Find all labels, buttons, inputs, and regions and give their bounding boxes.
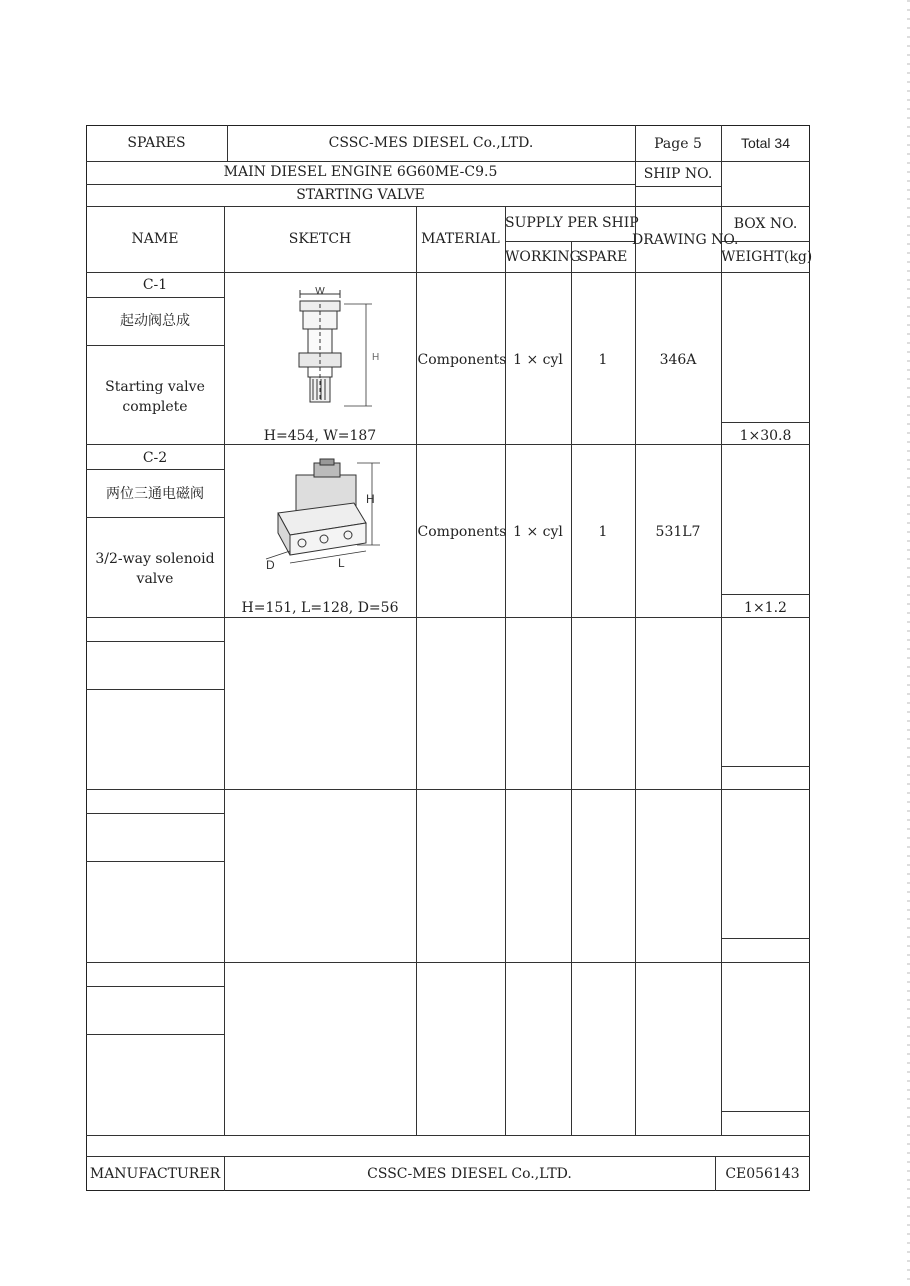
- rule: [86, 206, 810, 207]
- rule: [86, 345, 224, 346]
- rule: [86, 962, 810, 963]
- dim-h-label: H: [372, 352, 380, 363]
- page-number: Page 5: [654, 136, 702, 152]
- item-material: Components: [417, 524, 507, 540]
- rule: [721, 206, 722, 1135]
- ship-no-label: SHIP NO.: [643, 166, 713, 182]
- item-weight: 1×1.2: [744, 600, 787, 616]
- dim-h-label: H: [366, 492, 375, 506]
- rule: [86, 184, 635, 185]
- item-spare: 1: [598, 524, 608, 540]
- item-code: C-1: [142, 277, 168, 293]
- item-name-cn: 两位三通电磁阀: [106, 486, 204, 502]
- item-weight: 1×30.8: [739, 428, 792, 444]
- rule: [571, 241, 572, 1135]
- rule: [721, 766, 810, 767]
- manufacturer-name: CSSC-MES DIESEL Co.,LTD.: [367, 1166, 572, 1182]
- rule: [721, 1111, 810, 1112]
- col-sketch: SKETCH: [288, 231, 352, 247]
- rule: [505, 241, 635, 242]
- rule: [721, 161, 722, 206]
- rule: [505, 206, 506, 1135]
- rule: [86, 517, 224, 518]
- rule: [86, 1034, 224, 1035]
- rule: [416, 206, 417, 1135]
- rule: [721, 594, 810, 595]
- rule: [86, 1156, 810, 1157]
- rule: [635, 206, 636, 1135]
- rule: [86, 444, 810, 445]
- rule: [86, 861, 224, 862]
- rule: [86, 272, 810, 273]
- item-dims: H=454, W=187: [263, 428, 377, 444]
- col-weight: WEIGHT(kg): [721, 249, 813, 265]
- item-name-cn: 起动阀总成: [120, 313, 190, 329]
- rule: [86, 986, 224, 987]
- item-spare: 1: [598, 352, 608, 368]
- dim-d-label: D: [266, 558, 275, 572]
- item-working: 1 × cyl: [513, 524, 563, 540]
- item-name-en: Starting valve complete: [105, 379, 205, 415]
- rule: [721, 422, 810, 423]
- company-name: CSSC-MES DIESEL Co.,LTD.: [328, 135, 534, 151]
- rule: [635, 186, 721, 187]
- rule: [86, 689, 224, 690]
- item-dims: H=151, L=128, D=56: [241, 600, 399, 616]
- rule: [86, 617, 810, 618]
- document-code: CE056143: [725, 1166, 800, 1182]
- engine-title: MAIN DIESEL ENGINE 6G60ME-C9.5: [223, 164, 498, 180]
- col-working: WORKING: [505, 249, 581, 265]
- rule: [224, 206, 225, 1135]
- group-title: STARTING VALVE: [296, 187, 425, 203]
- col-supply: SUPPLY PER SHIP: [505, 215, 639, 231]
- item-drawing: 346A: [659, 352, 697, 368]
- item-code: C-2: [142, 450, 168, 466]
- rule: [86, 813, 224, 814]
- col-drawing: DRAWING NO.: [632, 232, 739, 248]
- col-spare: SPARE: [578, 249, 628, 265]
- spares-label: SPARES: [127, 135, 186, 151]
- rule: [86, 641, 224, 642]
- rule: [86, 789, 810, 790]
- col-name: NAME: [131, 231, 179, 247]
- dim-w-label: W: [315, 286, 325, 297]
- page-total: Total 34: [740, 135, 791, 151]
- item-drawing: 531L7: [655, 524, 701, 540]
- solenoid-valve-sketch: [262, 455, 392, 575]
- col-box: BOX NO.: [733, 216, 798, 232]
- manufacturer-label: MANUFACTURER: [89, 1166, 221, 1182]
- item-name-en: 3/2-way solenoid valve: [95, 551, 215, 587]
- dim-l-label: L: [338, 556, 345, 570]
- item-working: 1 × cyl: [513, 352, 563, 368]
- rule: [86, 297, 224, 298]
- rule: [86, 1135, 810, 1136]
- rule: [86, 469, 224, 470]
- starting-valve-sketch: [286, 284, 386, 414]
- rule: [86, 161, 810, 162]
- item-material: Components: [417, 352, 507, 368]
- col-material: MATERIAL: [421, 231, 500, 247]
- rule: [721, 938, 810, 939]
